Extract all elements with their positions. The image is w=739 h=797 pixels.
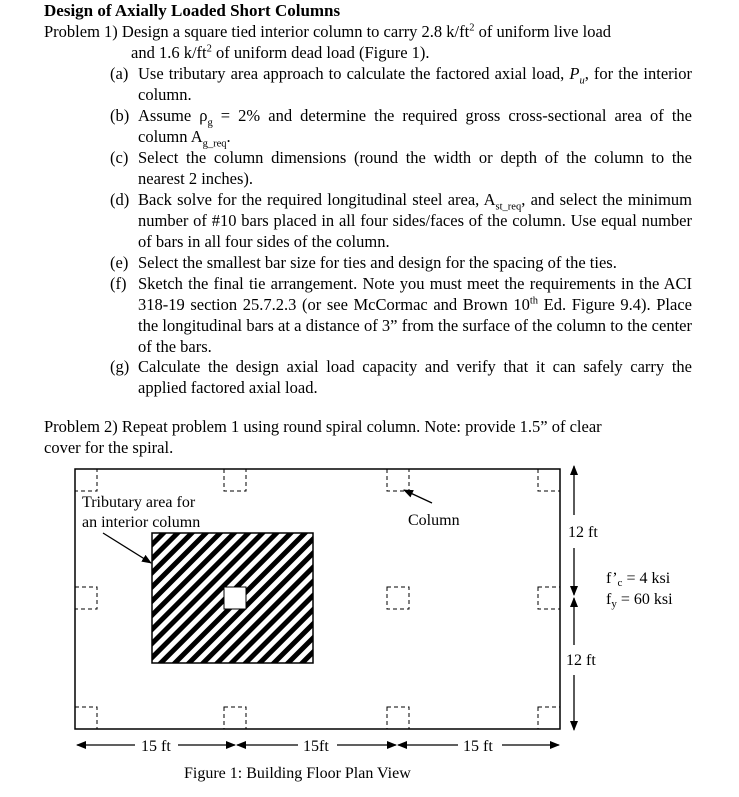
- tributary-leader-arrow: [103, 533, 151, 563]
- column-marker: [538, 469, 560, 491]
- figure-caption: Figure 1: Building Floor Plan View: [184, 765, 411, 782]
- column-marker: [75, 707, 97, 729]
- column-marker: [75, 469, 97, 491]
- interior-column: [224, 587, 246, 609]
- column-marker: [224, 707, 246, 729]
- problem1-line1: Problem 1) Design a square tied interior column to carry 2.8 $k/ft^2$ of uniform live load: [44, 22, 612, 41]
- fc-label: f’c = 4 ksi: [606, 570, 671, 589]
- column-marker: [224, 469, 246, 491]
- column-marker: [387, 707, 409, 729]
- dim-lower-label: 12 ft: [566, 652, 596, 669]
- page-title: Design of Axially Loaded Short Columns: [44, 1, 341, 20]
- column-leader-arrow: [404, 490, 432, 503]
- problem1-line2: and 1.6 $k/ft^2$ of uniform dead load (Figure 1).: [131, 43, 430, 62]
- problem2-line2: cover for the spiral.: [44, 438, 174, 457]
- span1-label: 15 ft: [141, 738, 171, 755]
- column-label: Column: [408, 512, 460, 529]
- span2-label: 15ft: [303, 738, 329, 755]
- dim-upper-label: 12 ft: [568, 524, 598, 541]
- tributary-label-1: Tributary area for: [82, 494, 196, 511]
- column-marker: [387, 587, 409, 609]
- column-marker: [538, 707, 560, 729]
- column-marker: [538, 587, 560, 609]
- problem2-line1: Problem 2) Repeat problem 1 using round spiral column. Note: provide 1.5” of clear: [44, 417, 602, 436]
- column-marker: [387, 469, 409, 491]
- span3-label: 15 ft: [463, 738, 493, 755]
- column-marker: [75, 587, 97, 609]
- tributary-label-2: an interior column: [82, 514, 201, 531]
- fy-label: fy = 60 ksi: [606, 591, 673, 610]
